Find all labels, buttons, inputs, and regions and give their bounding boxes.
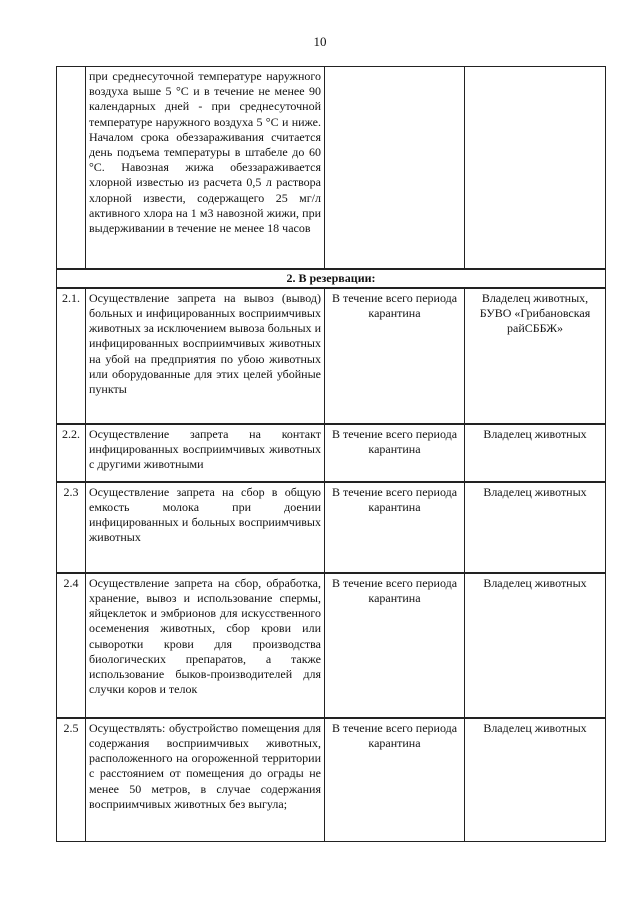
action-cell: при среднесуточной температуре наружного воздуха выше 5 °С и в течение не менее 90 календарных дней - при среднесуточной температуре наружного воздуха 5 °С и ниже. Началом срока обеззараживания считается день подъема температуры в штабеле до 60 °С. Навозная жижа обеззараживается хлорной известью из расчета 0,5 л раствора хлорной извести, содержащего 25 мг/л активного хлора на 1 м3 навозной жижи, при выдерживании в течение не менее 18 часов: [86, 67, 325, 269]
action-cell: Осуществление запрета на сбор в общую емкость молока при доении инфицированных и больных восприимчивых животных: [86, 482, 325, 573]
term-cell: [325, 67, 465, 269]
term-cell: В течение всего периода карантина: [325, 718, 465, 842]
responsible-cell: Владелец животных: [465, 482, 606, 573]
table-row: [57, 67, 606, 269]
responsible-cell: Владелец животных: [465, 718, 606, 842]
section-header-row: [57, 269, 606, 288]
term-cell: В течение всего периода карантина: [325, 288, 465, 424]
action-cell: Осуществление запрета на сбор, обработка, хранение, вывоз и использование спермы, яйцеклеток и эмбрионов для искусственного осеменения животных, сбор крови или сыворотки крови для производства биологических препаратов, а также использование быков-производителей для случки коров и телок: [86, 573, 325, 718]
term-cell: В течение всего периода карантина: [325, 573, 465, 718]
row-number: 2.3: [57, 482, 86, 573]
table-row: [57, 424, 606, 482]
responsible-cell: Владелец животных, БУВО «Грибановская райСББЖ»: [465, 288, 606, 424]
row-number: 2.2.: [57, 424, 86, 482]
section-title: 2. В резервации:: [57, 269, 606, 288]
table-row: [57, 718, 606, 842]
table-row: [57, 573, 606, 718]
term-cell: В течение всего периода карантина: [325, 482, 465, 573]
row-number: 2.5: [57, 718, 86, 842]
responsible-cell: [465, 67, 606, 269]
row-number: 2.4: [57, 573, 86, 718]
measures-table: [56, 66, 606, 842]
table-row: [57, 288, 606, 424]
row-number-cell: [57, 67, 86, 269]
action-cell: Осуществление запрета на контакт инфицированных восприимчивых животных с другими животными: [86, 424, 325, 482]
action-cell: Осуществлять: обустройство помещения для содержания восприимчивых животных, расположенного на огороженной территории с расстоянием от помещения до ограды не менее 50 метров, в случае содержания восприимчивых животных без выгула;: [86, 718, 325, 842]
term-cell: В течение всего периода карантина: [325, 424, 465, 482]
responsible-cell: Владелец животных: [465, 424, 606, 482]
page-number: 10: [313, 34, 327, 49]
table-row: [57, 482, 606, 573]
row-number: 2.1.: [57, 288, 86, 424]
responsible-cell: Владелец животных: [465, 573, 606, 718]
action-cell: Осуществление запрета на вывоз (вывод) больных и инфицированных восприимчивых животных за исключением вывоза больных и инфицированных восприимчивых животных на убой на предприятия по убою животных или оборудованные для этих целей убойные пункты: [86, 288, 325, 424]
